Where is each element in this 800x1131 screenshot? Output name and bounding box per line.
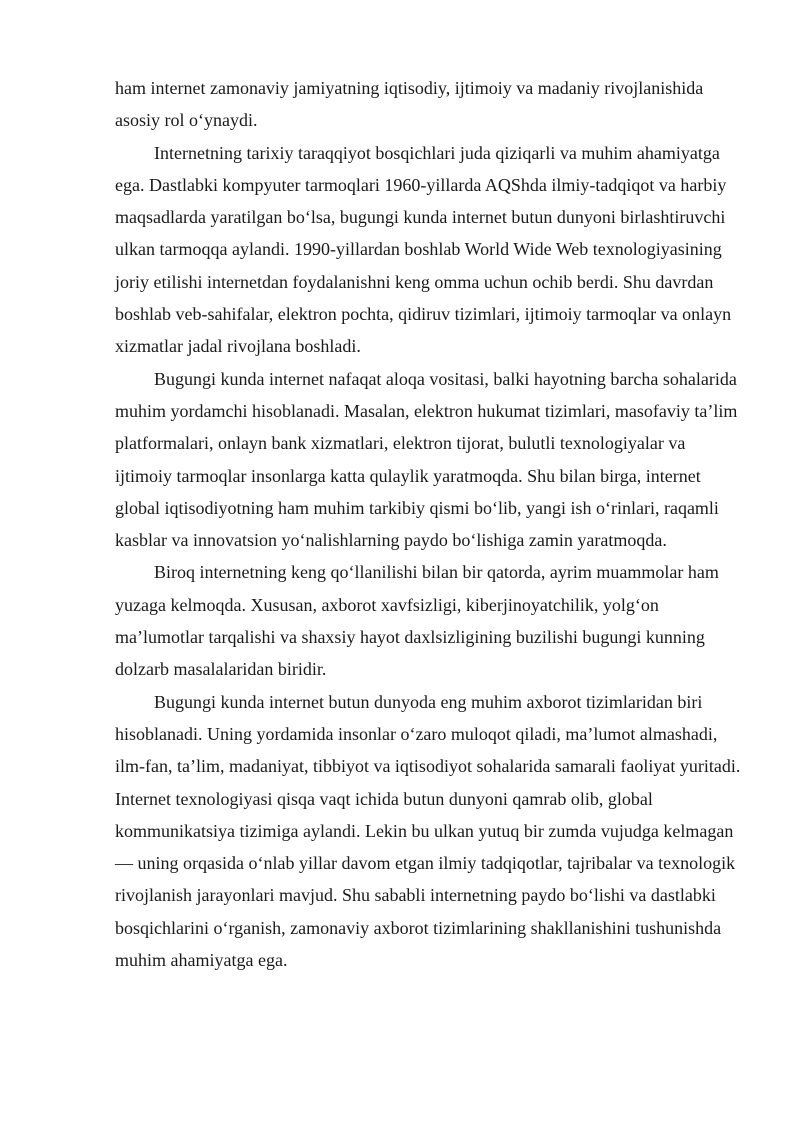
paragraph-4: Biroq internetning keng qo‘llanilishi bilan bir qatorda, ayrim muammolar ham yuzaga kelmoqda. Xususan, axborot xavfsizligi, kiberjinoyatchilik, yolg‘on ma’lumotlar tarqalishi va shaxsiy hayot daxlsizligining buzilishi bugungi kunning dolzarb masalalaridan biridir. [115, 562, 719, 680]
body-text [115, 72, 741, 976]
paragraph-5: Bugungi kunda internet butun dunyoda eng muhim axborot tizimlaridan biri hisoblanadi. Uning yordamida insonlar o‘zaro muloqot qiladi, ma’lumot almashadi, ilm-fan, ta’lim, madaniyat, tibbiyot va iqtisodiyot sohalarida samarali faoliyat yuritadi. Internet texnologiyasi qisqa vaqt ichida butun dunyoni qamrab olib, global kommunikatsiya tizimiga aylandi. Lekin bu ulkan yutuq bir zumda vujudga kelmagan — uning orqasida o‘nlab yillar davom etgan ilmiy tadqiqotlar, tajribalar va texnologik rivojlanish jarayonlari mavjud. Shu sababli internetning paydo bo‘lishi va dastlabki bosqichlarini o‘rganish, zamonaviy axborot tizimlarining shakllanishini tushunishda muhim ahamiyatga ega. [115, 691, 741, 971]
paragraph-1: ham internet zamonaviy jamiyatning iqtisodiy, ijtimoiy va madaniy rivojlanishida asosiy rol o‘ynaydi. [115, 78, 704, 131]
paragraph-3: Bugungi kunda internet nafaqat aloqa vositasi, balki hayotning barcha sohalarida muhim yordamchi hisoblanadi. Masalan, elektron hukumat tizimlari, masofaviy ta’lim platformalari, onlayn bank xizmatlari, elektron tijorat, bulutli texnologiyalar va ijtimoiy tarmoqlar insonlarga katta qulaylik yaratmoqda. Shu bilan birga, internet global iqtisodiyotning ham muhim tarkibiy qismi bo‘lib, yangi ish o‘rinlari, raqamli kasblar va innovatsion yo‘nalishlarning paydo bo‘lishiga zamin yaratmoqda. [115, 368, 738, 551]
paragraph-2: Internetning tarixiy taraqqiyot bosqichlari juda qiziqarli va muhim ahamiyatga ega. Dastlabki kompyuter tarmoqlari 1960-yillarda AQShda ilmiy-tadqiqot va harbiy maqsadlarda yaratilgan bo‘lsa, bugungi kunda internet butun dunyoni birlashtiruvchi ulkan tarmoqqa aylandi. 1990-yillardan boshlab World Wide Web texnologiyasining joriy etilishi internetdan foydalanishni keng omma uchun ochib berdi. Shu davrdan boshlab veb-sahifalar, elektron pochta, qidiruv tizimlari, ijtimoiy tarmoqlar va onlayn xizmatlar jadal rivojlana boshladi. [115, 142, 732, 357]
